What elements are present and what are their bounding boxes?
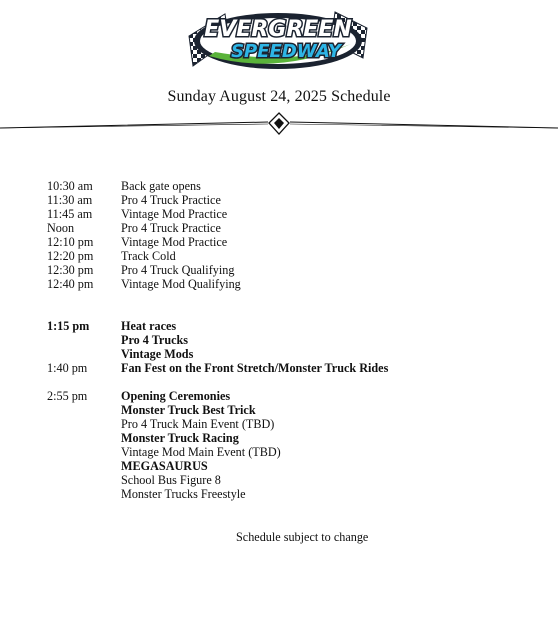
row-event: Pro 4 Truck Practice: [121, 193, 221, 207]
ornamental-divider: [0, 110, 558, 136]
row-time: 2:55 pm: [47, 389, 88, 403]
row-time: 11:45 am: [47, 207, 93, 221]
evergreen-speedway-logo: [185, 6, 371, 74]
row-time: 12:20 pm: [47, 249, 94, 263]
row-time: 11:30 am: [47, 193, 93, 207]
row-time: 1:15 pm: [47, 319, 90, 333]
row-event: Heat races: [121, 319, 177, 333]
row-event: Pro 4 Truck Qualifying: [121, 263, 235, 277]
row-event: Pro 4 Truck Practice: [121, 221, 221, 235]
row-time: 1:40 pm: [47, 361, 88, 375]
row-event: Track Cold: [121, 249, 176, 263]
row-event: Monster Trucks Freestyle: [121, 487, 246, 501]
row-event: Fan Fest on the Front Stretch/Monster Truck Rides: [121, 361, 389, 375]
footer-note: Schedule subject to change: [236, 530, 369, 544]
row-event: School Bus Figure 8: [121, 473, 221, 487]
row-time: 12:10 pm: [47, 235, 94, 249]
schedule-title: Sunday August 24, 2025 Schedule: [167, 88, 391, 105]
row-event: Vintage Mod Qualifying: [121, 277, 241, 291]
logo-line2: SPEEDWAY: [231, 41, 341, 62]
row-event: Vintage Mods: [121, 347, 194, 361]
row-event: MEGASAURUS: [121, 459, 208, 473]
row-event: Vintage Mod Practice: [121, 207, 228, 221]
logo-line1: EVERGREEN: [204, 17, 352, 42]
row-time: Noon: [47, 221, 75, 235]
row-time: 12:40 pm: [47, 277, 94, 291]
row-event: Back gate opens: [121, 179, 201, 193]
row-event: Vintage Mod Main Event (TBD): [121, 445, 281, 459]
row-time: 10:30 am: [47, 179, 93, 193]
logo-graphic: [185, 6, 371, 74]
row-event: Monster Truck Racing: [121, 431, 239, 445]
row-event: Pro 4 Truck Main Event (TBD): [121, 417, 275, 431]
row-event: Monster Truck Best Trick: [121, 403, 256, 417]
row-time: 12:30 pm: [47, 263, 94, 277]
row-event: Opening Ceremonies: [121, 389, 231, 403]
row-event: Pro 4 Trucks: [121, 333, 189, 347]
row-event: Vintage Mod Practice: [121, 235, 228, 249]
